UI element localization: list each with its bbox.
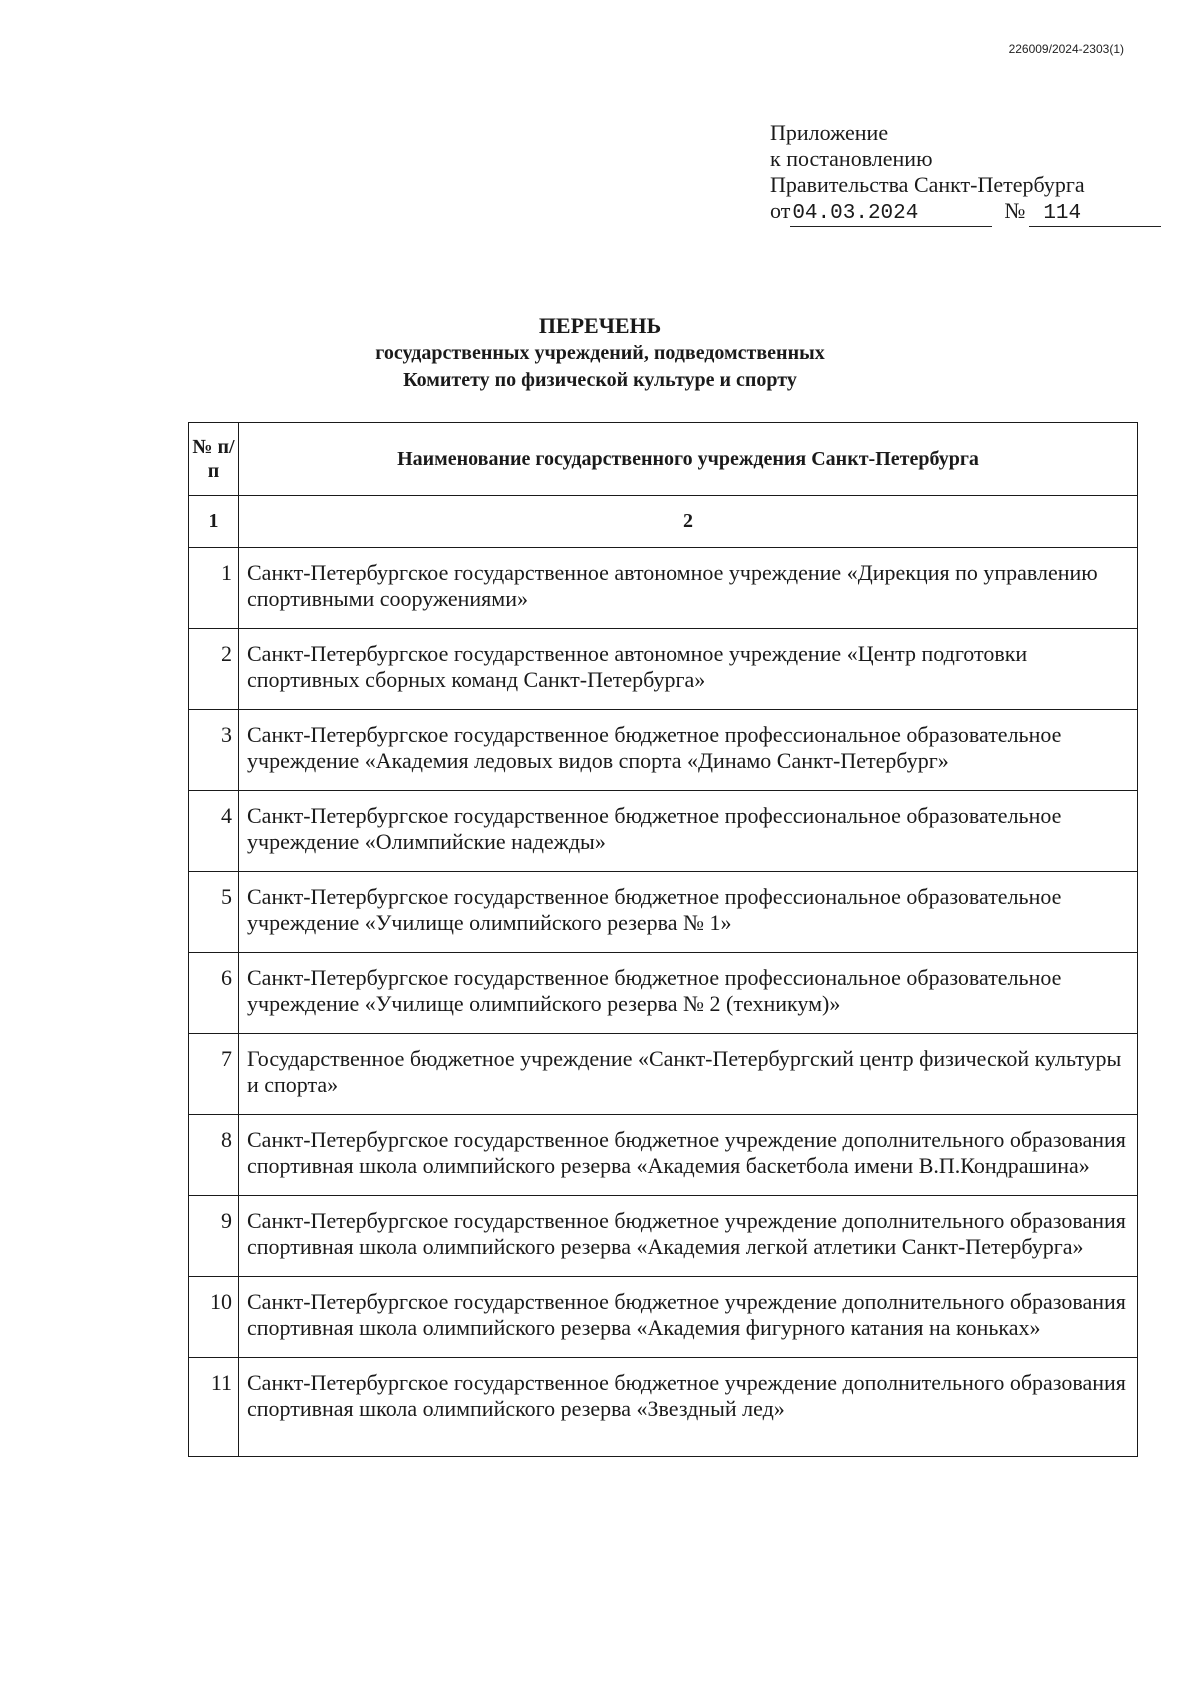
row-number: 7: [189, 1034, 239, 1115]
table-row: [189, 1277, 1138, 1358]
column-index-1: 1: [189, 496, 239, 548]
institution-name: Санкт-Петербургское государственное бюджетное профессиональное образовательное учреждение «Академия ледовых видов спорта «Динамо Санкт-Петербург»: [239, 710, 1138, 791]
header-number: № п/п: [189, 423, 239, 496]
number-sign: №: [1004, 198, 1026, 223]
row-number: 2: [189, 629, 239, 710]
institution-name: Санкт-Петербургское государственное бюджетное учреждение дополнительного образования спортивная школа олимпийского резерва «Академия фигурного катания на коньках»: [239, 1277, 1138, 1358]
table-row: [189, 548, 1138, 629]
appendix-reference: к постановлению: [770, 146, 933, 171]
table-row: [189, 710, 1138, 791]
table-row: [189, 1034, 1138, 1115]
row-number: 1: [189, 548, 239, 629]
column-index-row: [189, 496, 1138, 548]
row-number: 8: [189, 1115, 239, 1196]
decree-number: 114: [1029, 202, 1161, 227]
row-number: 5: [189, 872, 239, 953]
appendix-title: Приложение: [770, 120, 889, 145]
date-prefix: от: [770, 198, 791, 223]
table-row: [189, 629, 1138, 710]
row-number: 4: [189, 791, 239, 872]
table-header-row: [189, 423, 1138, 496]
table-row: [189, 791, 1138, 872]
appendix-date-line: [770, 198, 1161, 227]
table-row: [189, 1196, 1138, 1277]
institutions-table: [188, 422, 1138, 1457]
decree-date: 04.03.2024: [790, 202, 992, 227]
institution-name: Санкт-Петербургское государственное автономное учреждение «Центр подготовки спортивных сборных команд Санкт-Петербурга»: [239, 629, 1138, 710]
appendix-authority: Правительства Санкт-Петербурга: [770, 172, 1085, 197]
appendix-block: [770, 120, 1161, 227]
institution-name: Санкт-Петербургское государственное бюджетное профессиональное образовательное учреждение «Училище олимпийского резерва № 1»: [239, 872, 1138, 953]
institution-name: Санкт-Петербургское государственное автономное учреждение «Дирекция по управлению спортивными сооружениями»: [239, 548, 1138, 629]
row-number: 9: [189, 1196, 239, 1277]
table-row: [189, 1358, 1138, 1457]
document-title: [0, 312, 1200, 394]
row-number: 10: [189, 1277, 239, 1358]
institution-name: Санкт-Петербургское государственное бюджетное учреждение дополнительного образования спортивная школа олимпийского резерва «Звездный лед»: [239, 1358, 1138, 1457]
row-number: 6: [189, 953, 239, 1034]
column-index-2: 2: [239, 496, 1138, 548]
institution-name: Санкт-Петербургское государственное бюджетное учреждение дополнительного образования спортивная школа олимпийского резерва «Академия легкой атлетики Санкт-Петербурга»: [239, 1196, 1138, 1277]
title-subtitle-line1: государственных учреждений, подведомственных: [375, 342, 825, 364]
header-institution-name: Наименование государственного учреждения Санкт-Петербурга: [239, 423, 1138, 496]
title-heading: ПЕРЕЧЕНЬ: [538, 313, 662, 338]
row-number: 3: [189, 710, 239, 791]
table-row: [189, 872, 1138, 953]
table-row: [189, 953, 1138, 1034]
table-row: [189, 1115, 1138, 1196]
institution-name: Санкт-Петербургское государственное бюджетное профессиональное образовательное учреждение «Училище олимпийского резерва № 2 (техникум)»: [239, 953, 1138, 1034]
institution-name: Государственное бюджетное учреждение «Санкт-Петербургский центр физической культуры и спорта»: [239, 1034, 1138, 1115]
document-registration-number: 226009/2024-2303(1): [1008, 42, 1124, 56]
row-number: 11: [189, 1358, 239, 1457]
institution-name: Санкт-Петербургское государственное бюджетное учреждение дополнительного образования спортивная школа олимпийского резерва «Академия баскетбола имени В.П.Кондрашина»: [239, 1115, 1138, 1196]
institution-name: Санкт-Петербургское государственное бюджетное профессиональное образовательное учреждение «Олимпийские надежды»: [239, 791, 1138, 872]
title-subtitle-line2: Комитету по физической культуре и спорту: [403, 369, 797, 391]
